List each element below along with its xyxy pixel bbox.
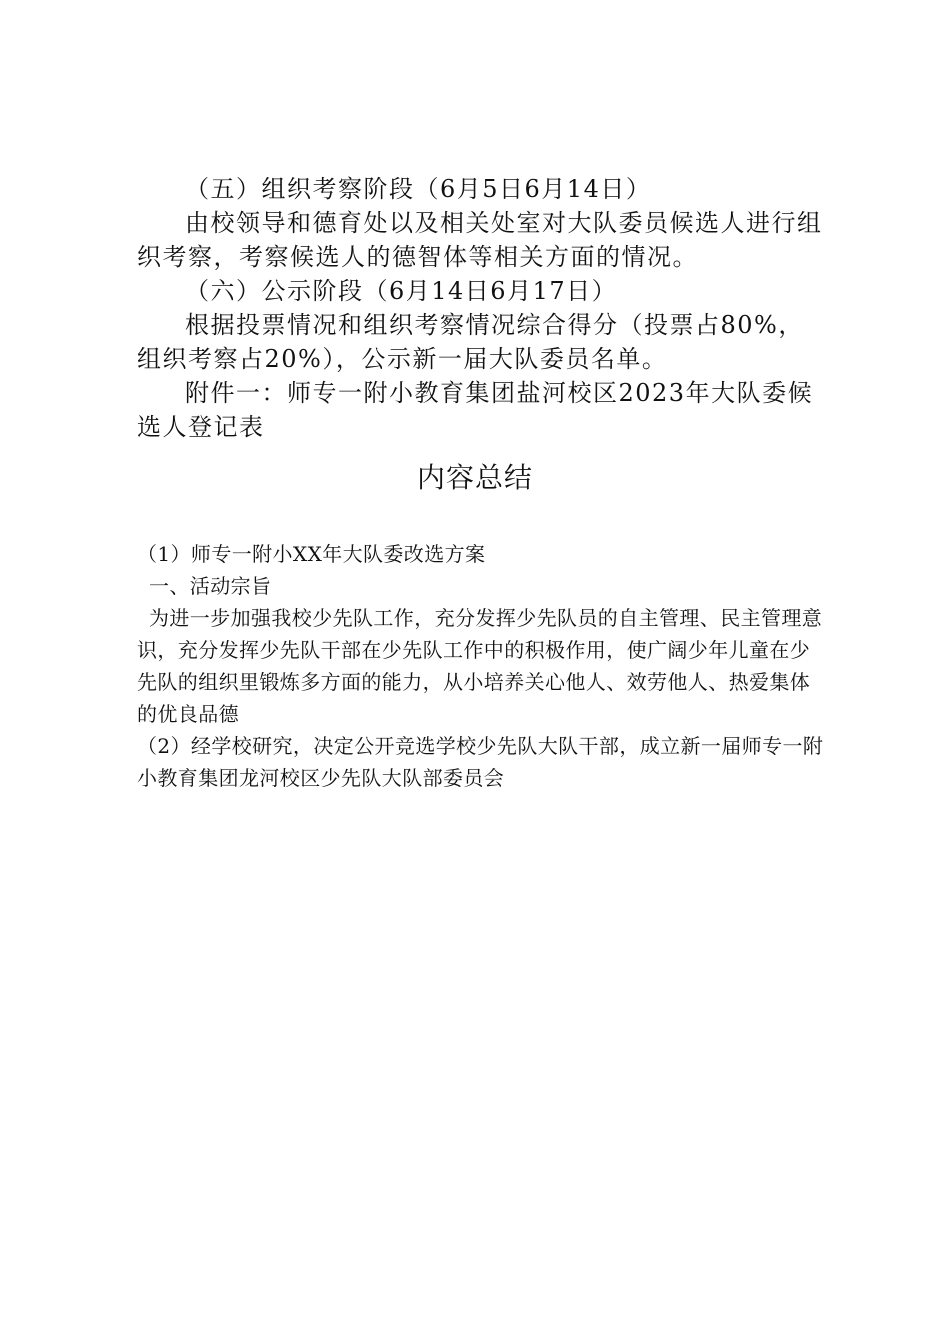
section-heading-publicity: （六）公示阶段（6月14日6月17日） bbox=[185, 277, 618, 305]
summary-item: （1）师专一附小XX年大队委改选方案 bbox=[137, 542, 486, 566]
summary-body bbox=[137, 538, 827, 794]
paragraph-publicity: 根据投票情况和组织考察情况综合得分（投票占80%，组织考察占20%），公示新一届大队委员名单。 bbox=[137, 311, 804, 373]
summary-title: 内容总结 bbox=[416, 461, 533, 494]
summary-item: 为进一步加强我校少先队工作，充分发挥少先队员的自主管理、民主管理意识，充分发挥少先队干部在少先队工作中的积极作用，使广阔少年儿童在少先队的组织里锻炼多方面的能力，从小培养关心他人、效劳他人、热爱集体的优良品德 bbox=[137, 606, 823, 726]
paragraph-inspection: 由校领导和德育处以及相关处室对大队委员候选人进行组织考察，考察候选人的德智体等相关方面的情况。 bbox=[137, 209, 823, 271]
document-body bbox=[137, 172, 827, 444]
paragraph-attachment: 附件一：师专一附小教育集团盐河校区2023年大队委候选人登记表 bbox=[137, 379, 814, 441]
summary-item: 一、活动宗旨 bbox=[149, 574, 272, 598]
section-heading-inspection: （五）组织考察阶段（6月5日6月14日） bbox=[185, 175, 652, 203]
summary-item: （2）经学校研究，决定公开竞选学校少先队大队干部，成立新一届师专一附小教育集团龙河校区少先队大队部委员会 bbox=[137, 734, 824, 790]
